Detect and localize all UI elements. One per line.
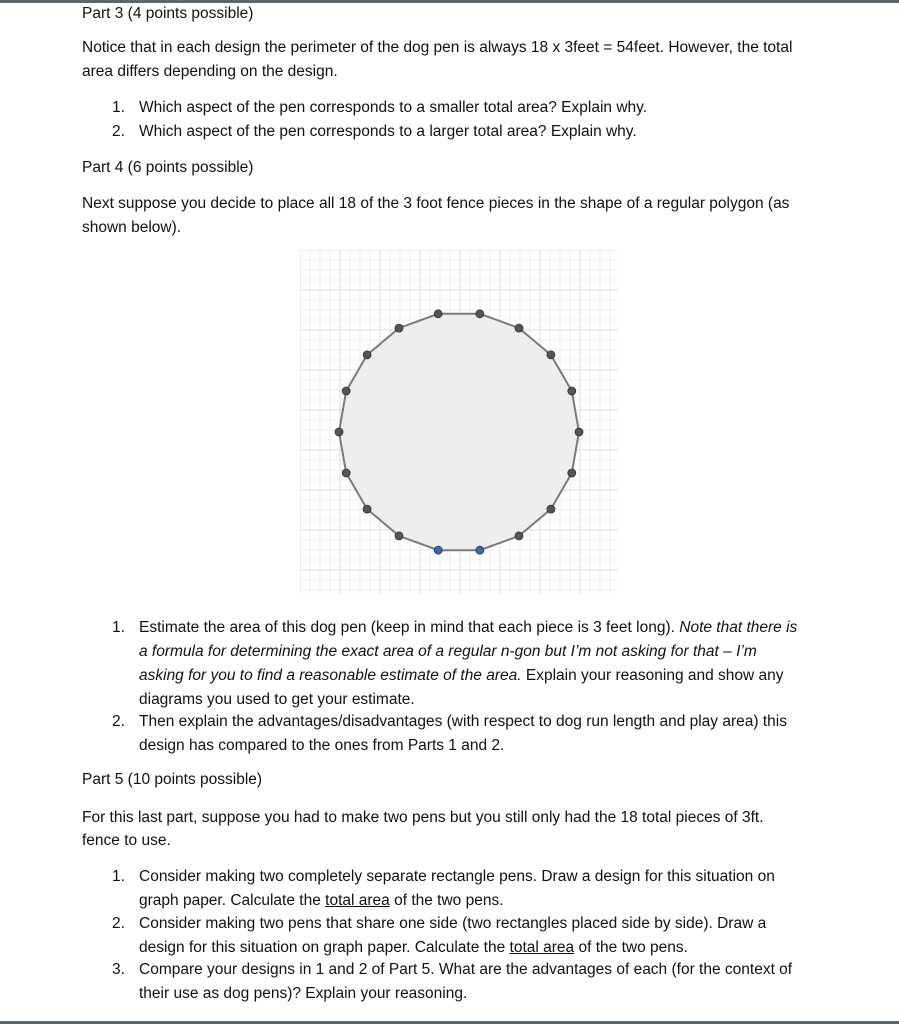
highlighted-vertex [476,546,484,554]
polygon-vertex [575,428,583,436]
part5-item-3 [112,958,812,1006]
part5-heading: Part 5 (10 points possible) [82,771,263,788]
item-text: of the two pens. [389,892,504,909]
item-text-underlined: total area [325,892,390,909]
list-number: 1. [112,619,125,636]
polygon-vertex [568,469,576,477]
part4-item-1 [112,616,812,712]
part4-heading: Part 4 (6 points possible) [82,159,254,176]
item-text-italic: asking for you to find a reasonable estimate of the area. [139,667,522,684]
polygon-vertex [547,505,555,513]
list-number: 1. [112,99,125,116]
item-text: Estimate the area of this dog pen (keep in mind that each piece is 3 feet long). [139,619,680,636]
regular-polygon-figure [300,250,618,594]
polygon-vertex [363,351,371,359]
list-text: Which aspect of the pen corresponds to a smaller total area? Explain why. [139,99,648,116]
part3-heading: Part 3 (4 points possible) [82,5,254,22]
polygon-vertex [395,324,403,332]
polygon-vertex [515,532,523,540]
item-text: graph paper. Calculate the [139,892,326,909]
item-text-italic: Note that there is [679,619,798,636]
polygon-vertex [395,532,403,540]
part4-item-2 [112,710,812,758]
part5-item-2 [112,912,812,960]
polygon-vertex [434,310,442,318]
item-text: Explain your reasoning and show any [521,667,784,684]
part3-intro-line1: Notice that in each design the perimeter of the dog pen is always 18 x 3feet = 54feet. However, the total [82,39,793,56]
polygon-vertex [515,324,523,332]
item-text: Then explain the advantages/disadvantages (with respect to dog run length and play area) this [139,713,787,730]
list-number: 3. [112,961,125,978]
item-text-underlined: total area [509,939,575,956]
item-text: Compare your designs in 1 and 2 of Part 5. What are the advantages of each (for the context of [139,961,793,978]
item-text: design for this situation on graph paper. Calculate the [139,939,510,956]
polygon-vertex [476,310,484,318]
eighteen-gon [339,314,579,550]
part4-intro-line2: shown below). [82,219,182,236]
polygon-vertex [547,351,555,359]
part5-item-1 [112,865,812,913]
list-number: 2. [112,123,125,140]
highlighted-vertex [434,546,442,554]
item-text: diagrams you used to get your estimate. [139,691,415,708]
item-text: Consider making two pens that share one side (two rectangles placed side by side). Draw a [139,915,767,932]
list-number: 2. [112,915,125,932]
polygon-vertex [342,387,350,395]
polygon-vertex [363,505,371,513]
list-number: 2. [112,713,125,730]
list-text: Which aspect of the pen corresponds to a larger total area? Explain why. [139,123,637,140]
part5-intro-line2: fence to use. [82,832,171,849]
part5-intro-line1: For this last part, suppose you had to make two pens but you still only had the 18 total pieces of 3ft. [82,809,764,826]
polygon-vertex [342,469,350,477]
item-text-italic: a formula for determining the exact area of a regular n-gon but I’m not asking for that – I’m [139,643,757,660]
item-text: design has compared to the ones from Parts 1 and 2. [139,737,505,754]
item-text: their use as dog pens)? Explain your reasoning. [139,985,468,1002]
polygon-vertex [335,428,343,436]
part4-intro-line1: Next suppose you decide to place all 18 of the 3 foot fence pieces in the shape of a regular polygon (as [82,195,790,212]
part3-intro-line2: area differs depending on the design. [82,63,338,80]
item-text: of the two pens. [574,939,688,956]
polygon-vertex [568,387,576,395]
item-text: Consider making two completely separate rectangle pens. Draw a design for this situation on [139,868,775,885]
list-number: 1. [112,868,125,885]
